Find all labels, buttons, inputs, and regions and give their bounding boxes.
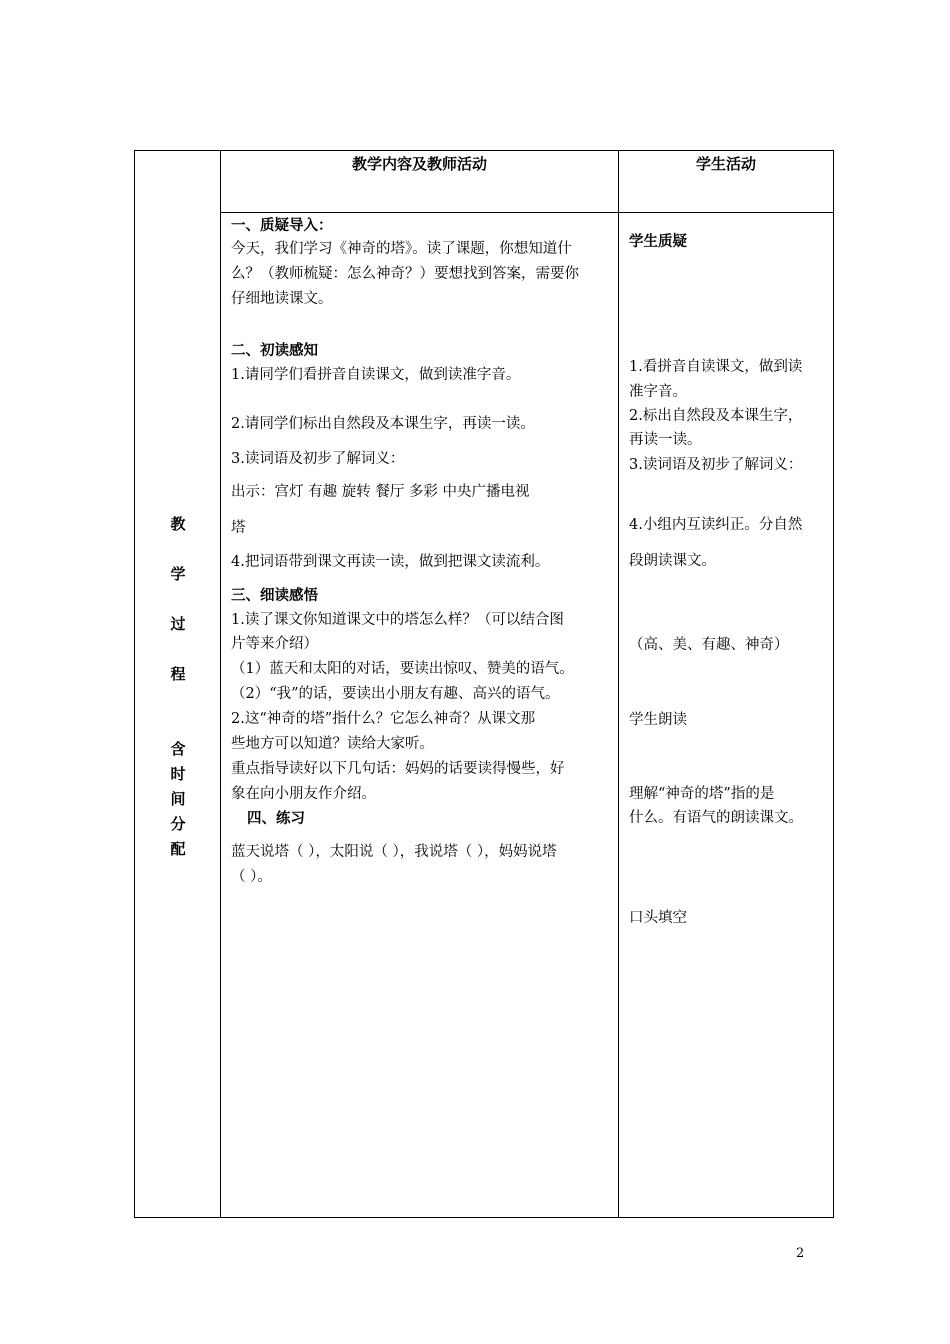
text-line: 片等来介绍）	[231, 636, 318, 652]
lesson-plan-table	[134, 150, 834, 1218]
text-line: 重点指导读好以下几句话：妈妈的话要读得慢些，好	[231, 761, 565, 777]
header-student-activity: 学生活动	[695, 155, 756, 173]
text-line: 些地方可以知道？读给大家听。	[231, 736, 434, 752]
side-char: 过	[170, 615, 186, 633]
text-line: 什么。有语气的朗读课文。	[629, 810, 803, 826]
text-line: 蓝天说塔（ ），太阳说（ ），我说塔（ ），妈妈说塔	[231, 844, 557, 860]
side-char: 时	[170, 765, 186, 783]
text-line: 4.小组内互读纠正。分自然	[629, 517, 803, 533]
text-line: （ ）。	[231, 869, 272, 885]
text-line: 1.看拼音自读课文，做到读	[629, 359, 803, 375]
column-divider-left	[220, 151, 221, 1217]
page-number: 2	[796, 1246, 805, 1261]
column-divider-right	[618, 151, 619, 1217]
side-char: 配	[170, 840, 186, 858]
text-line: 1.请同学们看拼音自读课文，做到读准字音。	[231, 367, 521, 383]
header-divider	[220, 212, 833, 213]
word-list: 塔	[231, 520, 246, 536]
word-list: 出示：宫灯 有趣 旋转 餐厅 多彩 中央广播电视	[231, 484, 530, 500]
text-line: 2.这“神奇的塔”指什么？它怎么神奇？从课文那	[231, 711, 536, 727]
text-line: 学生朗读	[629, 712, 687, 728]
text-line: 今天，我们学习《神奇的塔》。读了课题，你想知道什	[231, 241, 572, 257]
text-line: 么？（教师梳疑：怎么神奇？）要想找到答案，需要你	[231, 266, 579, 282]
side-char: 教	[170, 515, 186, 533]
text-line: 理解“神奇的塔”指的是	[629, 786, 775, 802]
text-line: 仔细地读课文。	[231, 291, 333, 307]
text-line: 准字音。	[629, 384, 687, 400]
text-line: 3.读词语及初步了解词义：	[231, 451, 405, 467]
section-title: 一、质疑导入：	[231, 218, 333, 234]
text-line: 2.请同学们标出自然段及本课生字，再读一读。	[231, 416, 535, 432]
text-line: 段朗读课文。	[629, 553, 716, 569]
text-line: （2）“我”的话，要读出小朋友有趣、高兴的语气。	[231, 686, 560, 702]
text-line: 口头填空	[629, 910, 687, 926]
text-line: 再读一读。	[629, 432, 702, 448]
text-line: 2.标出自然段及本课生字，	[629, 408, 803, 424]
side-char: 程	[170, 665, 186, 683]
section-title: 二、初读感知	[231, 343, 318, 359]
text-line: 4.把词语带到课文再读一读，做到把课文读流利。	[231, 554, 550, 570]
text-line: 象在向小朋友作介绍。	[231, 786, 376, 802]
side-char: 间	[170, 790, 186, 808]
side-char: 分	[170, 815, 186, 833]
side-char: 含	[170, 740, 186, 758]
text-line: （1）蓝天和太阳的对话，要读出惊叹、赞美的语气。	[231, 661, 574, 677]
side-char: 学	[170, 565, 186, 583]
section-title: 三、细读感悟	[231, 588, 318, 604]
text-line: 1.读了课文你知道课文中的塔怎么样？（可以结合图	[231, 612, 564, 628]
header-teacher-activity: 教学内容及教师活动	[351, 155, 487, 173]
text-line: 学生质疑	[629, 234, 687, 250]
text-line: （高、美、有趣、神奇）	[629, 637, 789, 653]
section-title: 四、练习	[247, 811, 305, 827]
text-line: 3.读词语及初步了解词义：	[629, 457, 803, 473]
